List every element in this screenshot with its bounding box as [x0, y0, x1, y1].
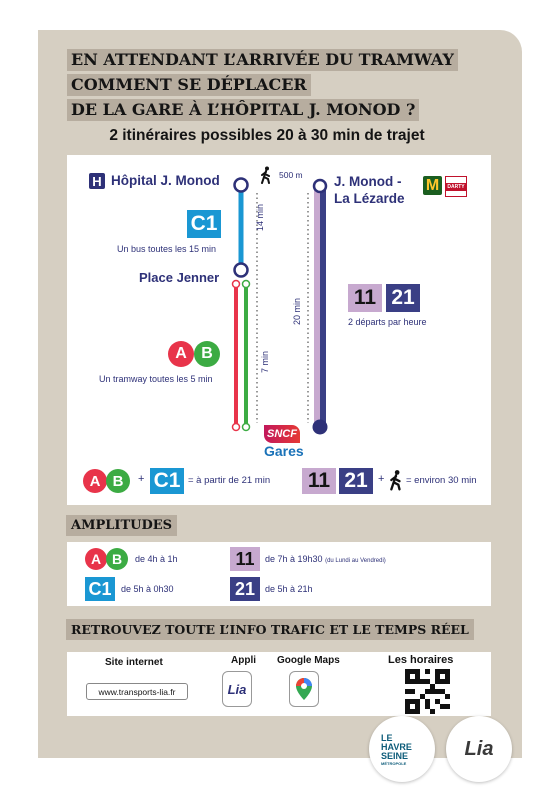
- summary-tram-a: A: [83, 469, 107, 493]
- route2-duration: = environ 30 min: [406, 475, 477, 486]
- stop-monod-label: J. Monod - La Lézarde: [334, 174, 405, 206]
- amp-21-hours: de 5h à 21h: [265, 584, 313, 594]
- tram-frequency: Un tramway toutes les 5 min: [99, 374, 213, 384]
- amp-ab-hours: de 4h à 1h: [135, 554, 178, 564]
- amp-c1-hours: de 5h à 0h30: [121, 584, 174, 594]
- stop-gares-label: Gares: [264, 443, 304, 459]
- hospital-icon: H: [89, 173, 105, 189]
- horaires-label: Les horaires: [388, 654, 454, 666]
- tram-a-badge: A: [168, 341, 194, 367]
- summary-line-11: 11: [302, 468, 336, 494]
- lia-app-icon[interactable]: Lia: [222, 671, 252, 707]
- walker-icon-summary: [389, 468, 403, 492]
- subtitle: 2 itinéraires possibles 20 à 30 min de trajet: [109, 127, 425, 144]
- plus-sign-2: +: [378, 473, 385, 485]
- route-map-panel: [67, 155, 491, 505]
- stop-hospital-label: Hôpital J. Monod: [111, 173, 220, 188]
- site-label: Site internet: [105, 657, 163, 668]
- site-url-link[interactable]: www.transports-lia.fr: [86, 683, 188, 700]
- stop-jenner-dot: [235, 264, 248, 277]
- stop-gares-dot: [313, 420, 328, 435]
- line-11-badge: 11: [348, 284, 382, 312]
- time-14-min: 14 min: [255, 203, 265, 231]
- amplitudes-panel: [67, 542, 491, 606]
- mcdonalds-icon: M: [423, 176, 442, 195]
- amplitudes-heading: AMPLITUDES: [66, 515, 177, 536]
- sncf-logo: SNCF: [264, 425, 300, 443]
- plus-sign: +: [138, 473, 145, 485]
- walker-icon: [260, 166, 272, 184]
- google-maps-icon[interactable]: [289, 671, 319, 707]
- amp-tram-b: B: [106, 548, 128, 570]
- amp-11-hours: de 7h à 19h30 (du Lundi au Vendredi): [265, 554, 386, 564]
- le-havre-seine-logo: LE HAVRE SEINE MÉTROPOLE: [369, 716, 435, 782]
- time-7-min: 7 min: [260, 350, 270, 373]
- time-20-min: 20 min: [292, 297, 302, 325]
- title-line-3: DE LA GARE À L’HÔPITAL J. MONOD ?: [67, 99, 419, 121]
- bus-frequency: 2 départs par heure: [348, 317, 427, 327]
- title-line-1: EN ATTENDANT L’ARRIVÉE DU TRAMWAY: [67, 49, 458, 71]
- lia-logo: Lia: [446, 716, 512, 782]
- stop-jenner-label: Place Jenner: [139, 270, 220, 285]
- amp-c1: C1: [85, 577, 115, 601]
- line-21-badge: 21: [386, 284, 420, 312]
- walk-distance: 500 m: [279, 170, 303, 180]
- summary-line-21: 21: [339, 468, 373, 494]
- appli-label: Appli: [231, 655, 256, 666]
- route1-duration: = à partir de 21 min: [188, 475, 271, 486]
- stop-monod-dot: [314, 180, 326, 192]
- darty-icon: DARTY: [445, 176, 467, 197]
- summary-tram-b: B: [106, 469, 130, 493]
- amp-line-21: 21: [230, 577, 260, 601]
- amp-line-11: 11: [230, 547, 260, 571]
- stop-hospital-dot: [235, 179, 248, 192]
- title-line-2: COMMENT SE DÉPLACER: [67, 74, 311, 96]
- info-heading: RETROUVEZ TOUTE L’INFO TRAFIC ET LE TEMPS RÉEL: [66, 619, 474, 640]
- qr-code-icon[interactable]: [405, 669, 450, 714]
- amp-tram-a: A: [85, 548, 107, 570]
- info-panel: [67, 652, 491, 716]
- summary-c1: C1: [150, 468, 184, 494]
- c1-badge: C1: [187, 210, 221, 238]
- c1-frequency: Un bus toutes les 15 min: [117, 244, 217, 254]
- tram-b-badge: B: [194, 341, 220, 367]
- maps-label: Google Maps: [277, 655, 340, 666]
